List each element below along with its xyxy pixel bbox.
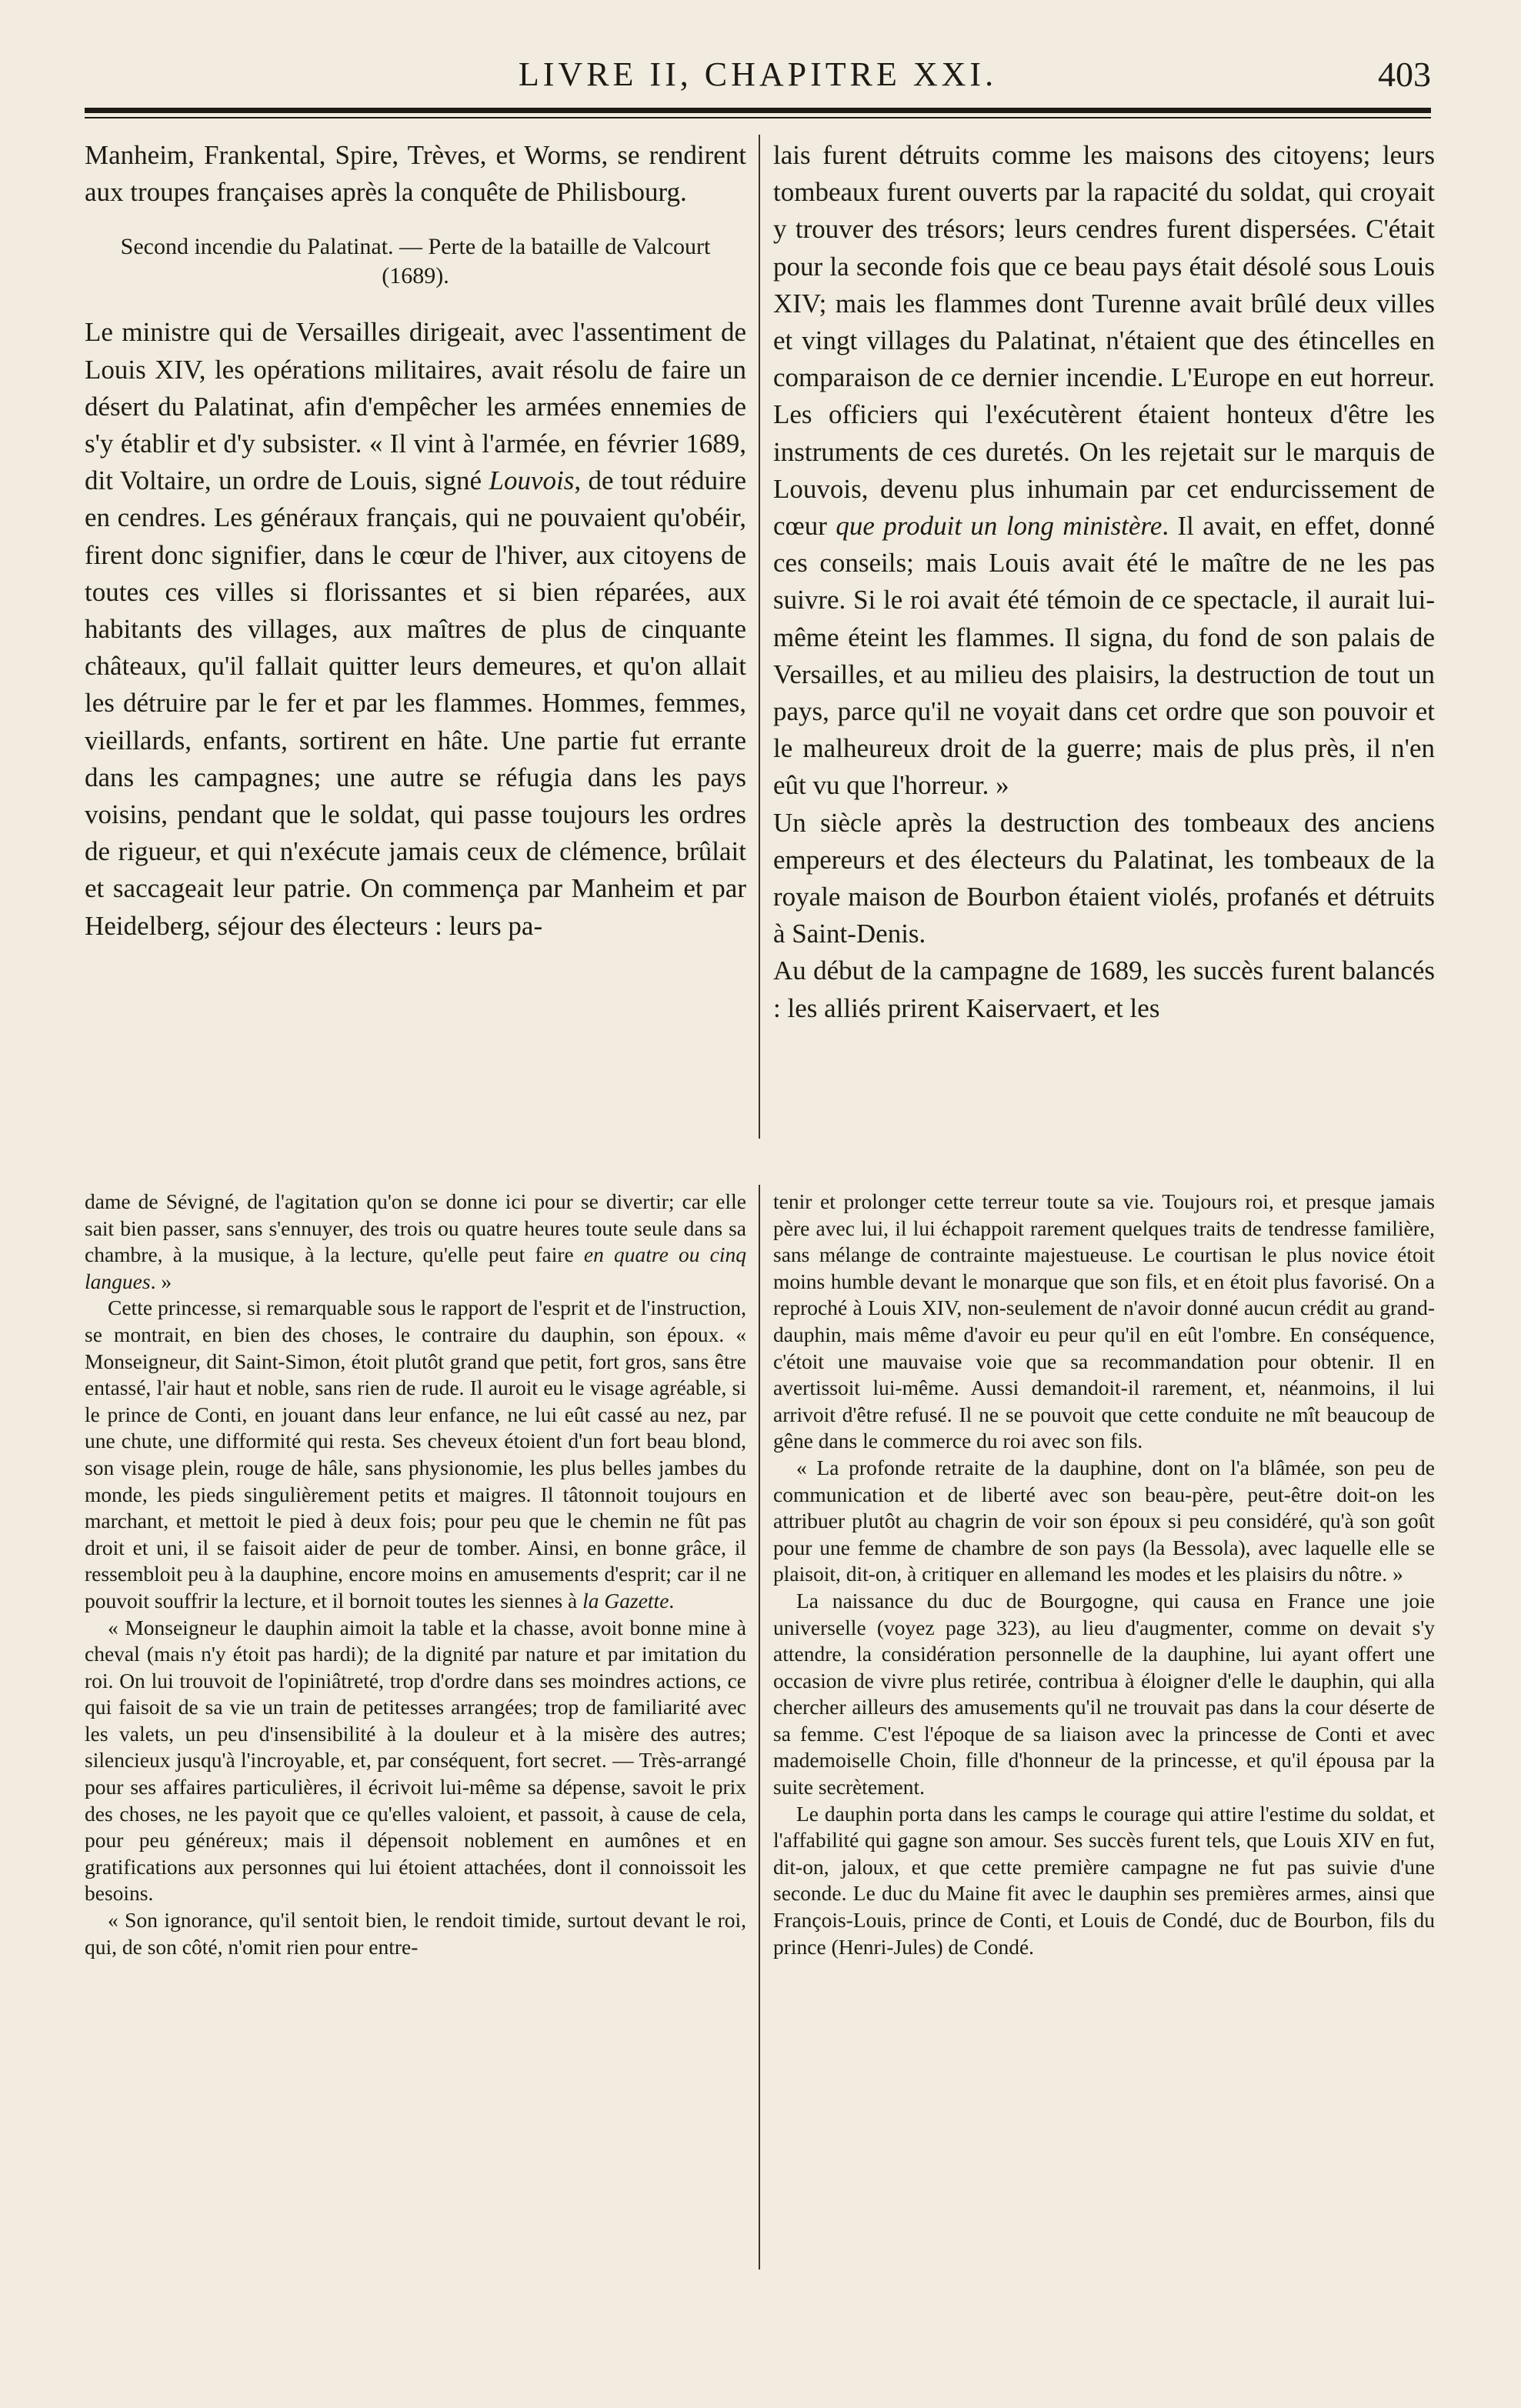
main-text-right-column (773, 137, 1435, 1027)
running-head: LIVRE II, CHAPITRE XXI. (518, 55, 998, 93)
column-divider (759, 135, 760, 1139)
header-rule-thin (85, 117, 1431, 118)
emphasis: Louvois (489, 465, 575, 496)
paragraph: Un siècle après la destruction des tombeaux des anciens empereurs et des électeurs du Palatinat, les tombeaux de la royale maison de Bourbon étaient violés, profanés et détruits à Saint-Denis. (773, 807, 1435, 949)
footnote-paragraph: « La profonde retraite de la dauphine, dont on l'a blâmée, son peu de communication et de liberté avec son beau-père, peut-être doit-on les attribuer plutôt au chagrin de voir son époux si peu considéré, qu'à son goût pour une femme de chambre de son pays (la Bessola), avec laquelle elle se plaisoit, dit-on, à critiquer en allemand les modes et les plaisirs du nôtre. » (773, 1455, 1435, 1586)
paragraph: Manheim, Frankental, Spire, Trèves, et Worms, se rendirent aux troupes françaises après la conquête de Philisbourg. (85, 140, 746, 208)
footnote-paragraph: Cette princesse, si remarquable sous le rapport de l'esprit et de l'instruction, se montrait, en bien des choses, le contraire du dauphin, son époux. « Monseigneur, dit Saint-Simon, étoit plutôt grand que petit, fort gros, sans être entassé, l'air haut et noble, sans rien de rude. Il auroit eu le visage agréable, si le prince de Conti, en jouant dans leur enfance, ne lui eût cassé au nez, par une chute, une difformité qui resta. Ses cheveux étoient d'un fort beau blond, son visage plein, rouge de hâle, sans physionomie, les plus belles jambes du monde, les pieds singulièrement petits et maigres. Il tâtonnoit toujours en marchant, et mettoit le pied à deux fois; pour peu que le chemin ne fût pas droit et uni, il se faisoit aider de peur de tomber. Ainsi, en bonne grâce, il ressembloit peu à la dauphine, encore moins en amusements d'esprit; car il ne pouvoit souffrir la lecture, et il bornoit toutes les siennes à la Gazette. (85, 1296, 746, 1613)
footnotes-right-column (773, 1189, 1435, 1960)
footnote-paragraph: La naissance du duc de Bourgogne, qui causa en France une joie universelle (voyez page 323), au lieu d'augmenter, comme on devait s'y attendre, la considération personnelle de la dauphine, lui ayant offert une occasion de vivre plus retirée, contribua à éloigner d'elle le dauphin, qui alla chercher ailleurs des amusements qu'il ne trouvait pas dans la cour déserte de sa femme. C'est l'époque de sa liaison avec la princesse de Conti et avec mademoiselle Choin, fille d'honneur de la princesse, et qu'il épousa par la suite secrètement. (773, 1588, 1435, 1799)
footnotes-left-column (85, 1189, 746, 1960)
section-heading: Second incendie du Palatinat. — Perte de la bataille de Valcourt (1689). (120, 234, 711, 289)
page-header (85, 48, 1431, 102)
paragraph: Au début de la campagne de 1689, les succès furent balancés : les alliés prirent Kaiservaert, et les (773, 956, 1435, 1023)
footnote-paragraph: « Son ignorance, qu'il sentoit bien, le rendoit timide, surtout devant le roi, qui, de son côté, n'omit rien pour entre- (85, 1908, 746, 1959)
footnote-paragraph: dame de Sévigné, de l'agitation qu'on se donne ici pour se divertir; car elle sait bien passer, sans s'ennuyer, des trois ou quatre heures toute seule dans sa chambre, à la musique, à la lecture, qu'elle peut faire en quatre ou cinq langues. » (85, 1189, 746, 1293)
emphasis: la Gazette (582, 1588, 669, 1613)
paragraph: lais furent détruits comme les maisons des citoyens; leurs tombeaux furent ouverts par la rapacité du soldat, qui croyait y trouver des trésors; leurs cendres furent dispersées. C'était pour la seconde fois que ce beau pays était désolé sous Louis XIV; mais les flammes dont Turenne avait brûlé deux villes et vingt villages du Palatinat, n'étaient que des étincelles en comparaison de ce dernier incendie. L'Europe en eut horreur. Les officiers qui l'exécutèrent étaient honteux d'être les instruments de ces duretés. On les rejetait sur le marquis de Louvois, devenu plus inhumain par cet endurcissement de cœur que produit un long ministère. Il avait, en effet, donné ces conseils; mais Louis avait été le maître de ne les pas suivre. Si le roi avait été témoin de ce spectacle, il aurait lui-même éteint les flammes. Il signa, du fond de son palais de Versailles, et au milieu des plaisirs, la destruction de tout un pays, parce qu'il ne voyait dans cet ordre que son pouvoir et le malheureux droit de la guerre; mais de plus près, il n'en eût vu que l'horreur. » (773, 140, 1435, 801)
page-number: 403 (1378, 55, 1431, 94)
footnote-paragraph: « Monseigneur le dauphin aimoit la table et la chasse, avoit bonne mine à cheval (mais n'y étoit pas hardi); de la dignité par nature et par imitation du roi. On lui trouvoit de l'opiniâtreté, trop d'ordre dans ses moindres actions, ce qui faisoit de sa vie un train de petitesses arrangées; trop de familiarité avec les valets, un peu d'insensibilité à la douleur et à la misère des autres; silencieux jusqu'à l'incroyable, et, par conséquent, fort secret. — Très-arrangé pour ses affaires particulières, il écrivoit lui-même sa dépense, savoit le prix des choses, ne les payoit que ce qu'elles valoient, et passoit, à cause de cela, pour peu généreux; mais il dépensoit noblement en aumônes et en gratifications aux personnes qui lui étoient attachées, dont il connoissoit les besoins. (85, 1615, 746, 1906)
emphasis: que produit un long ministère (836, 511, 1162, 542)
emphasis: en quatre ou cinq langues (85, 1242, 746, 1293)
footnote-paragraph: Le dauphin porta dans les camps le courage qui attire l'estime du soldat, et l'affabilité qui gagne son amour. Ses succès furent tels, que Louis XIV en fut, dit-on, jaloux, et que cette première campagne ne fut pas suivie d'une seconde. Le duc du Maine fit avec le dauphin ses premières armes, ainsi que François-Louis, prince de Conti, et Louis de Condé, duc de Bourbon, fils du prince (Henri-Jules) de Condé. (773, 1801, 1435, 1959)
paragraph: Le ministre qui de Versailles dirigeait, avec l'assentiment de Louis XIV, les opérations militaires, avait résolu de faire un désert du Palatinat, afin d'empêcher les armées ennemies de s'y établir et d'y subsister. « Il vint à l'armée, en février 1689, dit Voltaire, un ordre de Louis, signé Louvois, de tout réduire en cendres. Les généraux français, qui ne pouvaient qu'obéir, firent donc signifier, dans le cœur de l'hiver, aux citoyens de toutes ces villes si florissantes et si bien réparées, aux habitants des villages, aux maîtres de plus de cinquante châteaux, qu'il fallait quitter leurs demeures, et qu'on allait les détruire par le fer et par les flammes. Hommes, femmes, vieillards, enfants, sortirent en hâte. Une partie fut errante dans les campagnes; une autre se réfugia dans les pays voisins, pendant que le soldat, qui passe toujours les ordres de rigueur, et qui n'exécute jamais ceux de clémence, brûlait et saccageait leur patrie. On commença par Manheim et par Heidelberg, séjour des électeurs : leurs pa- (85, 317, 746, 941)
footnote-paragraph: tenir et prolonger cette terreur toute sa vie. Toujours roi, et presque jamais père avec lui, il lui échappoit rarement quelques traits de tendresse familière, sans mélange de contrainte majestueuse. Le courtisan le plus novice étoit moins humble devant le monarque que son fils, et en étoit plus favorisé. On a reproché à Louis XIV, non-seulement de n'avoir donné aucun crédit au grand-dauphin, mais même d'avoir eu peur qu'il en eût l'ombre. En conséquence, c'étoit une mauvaise voie que sa recommandation pour obtenir. Il en avertissoit lui-même. Aussi demandoit-il rarement, et, néanmoins, il lui arrivoit d'être refusé. Il ne se pouvoit que cette conduite ne mît beaucoup de gêne dans le commerce du roi avec son fils. (773, 1189, 1435, 1453)
notes-column-divider (759, 1185, 760, 2270)
header-rule (85, 108, 1431, 113)
main-text-left-column (85, 137, 746, 945)
